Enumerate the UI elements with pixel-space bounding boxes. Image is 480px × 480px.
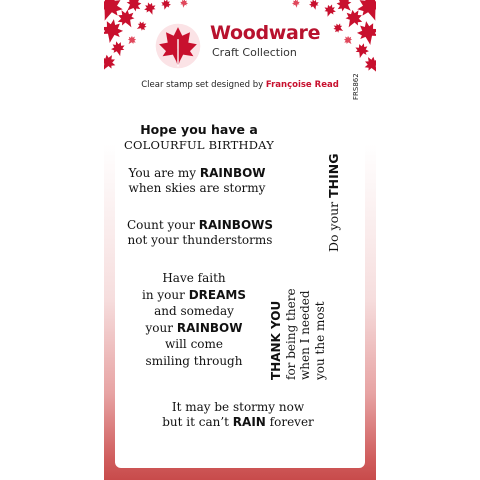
brand-subtitle: Craft Collection (212, 46, 297, 59)
stamp-text: Do your (326, 201, 341, 252)
stamp-line (118, 415, 358, 430)
stamp-line: when I needed (298, 290, 313, 380)
stamp-bold-word: RAINBOW (176, 320, 243, 335)
stamp-line: Have faith (162, 271, 226, 285)
stamp-line: not your thunderstorms (127, 233, 273, 247)
stamp-you-are-my-rainbow (122, 166, 272, 196)
brand-name: Woodware (210, 22, 321, 44)
stamp-line: COLOURFUL BIRTHDAY (124, 137, 275, 152)
stamp-line: will come (164, 337, 224, 352)
stamp-count-your-rainbows (110, 218, 290, 248)
stamp-text: your (145, 320, 173, 335)
stamp-text: Count your (126, 218, 195, 232)
stamp-stormy-now (118, 400, 358, 430)
credit-prefix: Clear stamp set designed by (141, 80, 264, 90)
stamp-line: you the most (312, 301, 327, 380)
stamp-line: for being there (283, 288, 298, 380)
stamp-line (124, 320, 264, 337)
stamp-line: THANK YOU (269, 300, 283, 380)
stamp-line: smiling through (145, 353, 243, 368)
stamp-line: when skies are stormy (128, 181, 266, 195)
stamp-have-faith (124, 270, 264, 369)
product-card (104, 0, 376, 480)
maple-leaf-logo-icon (152, 22, 204, 70)
designer-credit (104, 80, 376, 90)
stamp-text: but it can’t (162, 415, 229, 429)
stamp-text: in your (142, 287, 185, 302)
stamp-line: It may be stormy now (171, 400, 305, 414)
stamp-bold-word: RAINBOW (199, 166, 266, 180)
stamp-thank-you (269, 288, 328, 380)
stamp-line: and someday (154, 304, 234, 319)
stamp-bold-word: DREAMS (188, 287, 246, 302)
stamp-line (122, 166, 272, 181)
stamp-bold-word: RAIN (232, 415, 266, 429)
stamp-bold-word: THING (326, 153, 341, 198)
stamp-text: You are my (128, 166, 197, 180)
designer-name: Françoise Read (265, 80, 339, 90)
stamp-text: forever (269, 415, 314, 429)
product-code: FRS862 (352, 73, 360, 100)
stamp-colourful-birthday (124, 122, 274, 152)
stamp-line (124, 287, 264, 304)
stamp-do-your-thing (326, 154, 341, 253)
stamp-bold-word: RAINBOWS (198, 218, 274, 232)
stamp-line (110, 218, 290, 233)
stamp-line: Hope you have a (140, 122, 258, 137)
